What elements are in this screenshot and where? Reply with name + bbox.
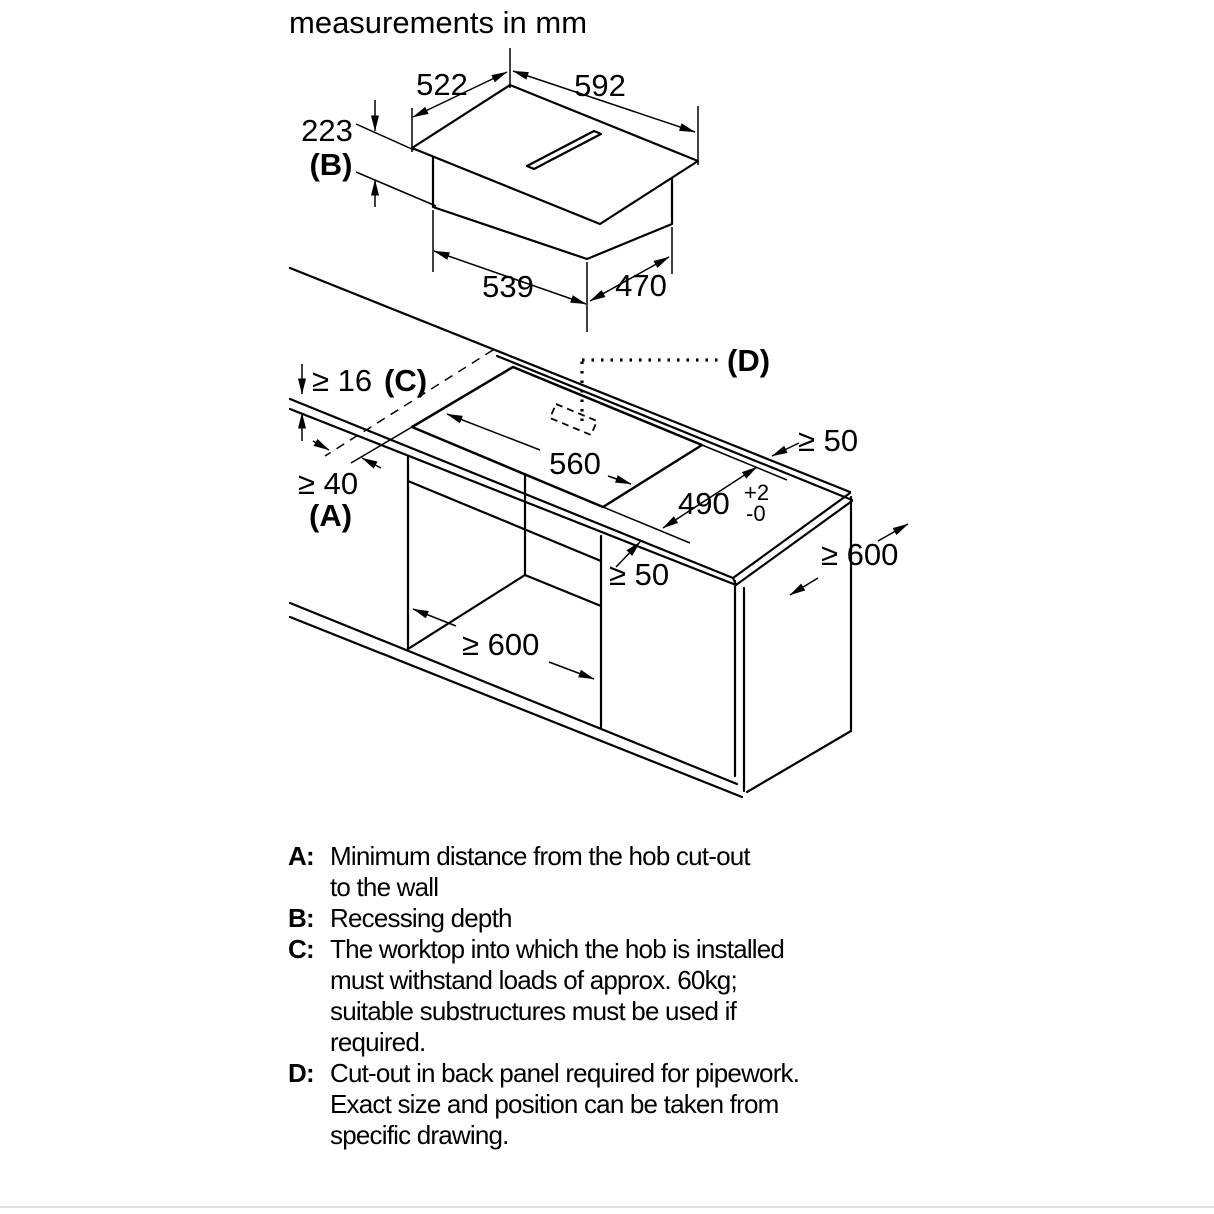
legend-label-a: A: <box>288 841 314 871</box>
dim-223-label: 223 <box>301 113 353 148</box>
hob-vent-slot <box>527 131 601 169</box>
pipework-cutout-dashed <box>550 404 597 435</box>
hob-body <box>433 157 672 259</box>
legend-item-a <box>288 841 968 903</box>
dim-490-tolerance-plus: +2 <box>744 480 770 505</box>
legend-label-b: B: <box>288 903 314 933</box>
dim-560-label: 560 <box>549 446 601 481</box>
dim-522-label: 522 <box>416 67 468 102</box>
dim-490-label: 490 <box>678 486 730 521</box>
legend-text-d: Cut-out in back panel required for pipework. Exact size and position can be taken from specific drawing. <box>330 1058 800 1150</box>
legend-text-c: The worktop into which the hob is installed must withstand loads of approx. 60kg; suitable substructures must be used if required. <box>330 934 785 1057</box>
legend-text-b: Recessing depth <box>330 903 512 933</box>
dim-470-label: 470 <box>615 268 667 303</box>
dim-d-tag: (D) <box>727 343 771 378</box>
hob-isometric-drawing <box>301 48 698 332</box>
dim-16-tag: (C) <box>384 363 428 398</box>
worktop-installation-drawing <box>290 268 908 797</box>
dim-40-label: ≥ 40 <box>298 466 359 501</box>
dim-16-label: ≥ 16 <box>312 363 373 398</box>
dim-50-strip-label: ≥ 50 <box>609 557 670 592</box>
page-title: measurements in mm <box>289 5 588 40</box>
dim-50-side-label: ≥ 50 <box>798 423 859 458</box>
bottom-divider <box>0 1206 1214 1208</box>
hob-top-face <box>412 85 698 224</box>
legend-text-a: Minimum distance from the hob cut-out to the wall <box>330 841 750 902</box>
dim-600-depth-label: ≥ 600 <box>821 537 899 572</box>
dim-600-niche-label: ≥ 600 <box>462 627 540 662</box>
dim-223-tag: (B) <box>309 147 353 182</box>
dim-539-label: 539 <box>482 269 534 304</box>
legend-item-d <box>288 1058 968 1151</box>
worktop-cutout <box>412 367 702 507</box>
dim-40-tag: (A) <box>309 498 353 533</box>
legend-label-c: C: <box>288 934 314 964</box>
legend <box>288 841 968 1151</box>
legend-item-c <box>288 934 968 1058</box>
dim-490-tolerance-minus: -0 <box>746 501 766 526</box>
legend-item-b <box>288 903 968 934</box>
dim-592-label: 592 <box>574 68 626 103</box>
legend-label-d: D: <box>288 1058 314 1088</box>
